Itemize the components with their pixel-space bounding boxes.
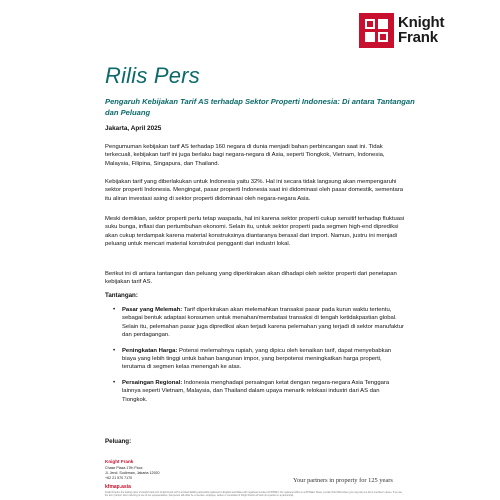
list-item <box>113 306 405 340</box>
opportunities-label: Peluang: <box>105 438 132 445</box>
challenges-list <box>113 306 405 404</box>
footer-website-link[interactable]: kfmap.asia <box>105 484 131 490</box>
logo-word-frank: Frank <box>398 29 438 46</box>
paragraph-4: Berikut ini di antara tantangan dan peluang yang diperkirakan akan dihadapi oleh sektor properti dari penetapan kebijakan tarif AS. <box>105 271 397 286</box>
challenge-term: Persaingan Regional: <box>122 379 183 386</box>
address-line: +62 21 570 7170 <box>105 476 133 480</box>
page-title: Rilis Pers <box>105 63 200 88</box>
challenge-term: Pasar yang Melemah: <box>122 307 183 313</box>
paragraph-1: Pengumuman kebijakan tarif AS terhadap 160 negara di dunia menjadi bahan perbincangan saat ini. Tidak terkecuali, kebijakan tarif ini juga berlaku bagi negara-negara di Asia, seperti Tiongkok, Vietnam, Indonesia, Malaysia, Filipina, Singapura, dan Thailand. <box>105 144 385 167</box>
challenges-label: Tantangan: <box>105 292 138 299</box>
dateline: Jakarta, April 2025 <box>105 125 162 132</box>
paragraph-2: Kebijakan tarif yang diberlakukan untuk Indonesia yaitu 32%. Hal ini secara tidak langsung akan mempengaruhi sektor properti Indonesia. Mengingat, pasar properti Indonesia saat ini didominasi oleh pasar domestik, sementara itu aliran investasi asing di sektor properti didominasi oleh negara-negara Asia. <box>105 179 403 202</box>
footer-tagline: Your partners in property for 125 years <box>293 477 393 484</box>
article-subtitle: Pengaruh Kebijakan Tarif AS terhadap Sektor Properti Indonesia: Di antara Tantangan dan Peluang <box>105 97 415 117</box>
logo-word-knight: Knight <box>398 14 445 31</box>
logo-wordmark <box>398 15 444 45</box>
knight-frank-logo <box>359 9 460 51</box>
footer-legal-text: Knight Frank is the trading name of Knight Frank LLP. Knight Frank LLP is a limited liability partnership registered in England and Wales with registered number OC305934. Our registered office is at 55 Baker Street, London W1U 8AN where you may look at a list of members' names. If we use the term 'partner' when referring to one of our representatives, that person will either be a member, employee, worker or consultant of Knight Frank LLP and not a partner in a partnership. <box>105 492 402 497</box>
footer-address <box>105 466 160 481</box>
address-line: Chase Plaza 17th Floor, <box>105 466 144 470</box>
address-line: Jl. Jend. Sudirman, Jakarta 12920 <box>105 471 160 475</box>
list-item <box>113 379 405 404</box>
footer-company: Knight Frank <box>105 459 134 464</box>
paragraph-3: Meski demikian, sektor properti perlu tetap waspada, hal ini karena sektor properti cukup sensitif terhadap fluktuasi suku bunga, inflasi dan pertumbuhan ekonomi. Selain itu, untuk sektor properti pada segmen high-end diprediksi akan cukup terdampak karena material konstruksinya diantaranya berasal dari import. Namun, justru ini menjadi peluang untuk mencari material konstruksi pengganti dari industri lokal. <box>105 216 405 248</box>
challenge-term: Peningkatan Harga: <box>122 347 178 354</box>
challenge-text: Indonesia menghadapi persaingan ketat dengan negara-negara Asia Tenggara lainnya seperti Vietnam, Malaysia, dan Thailand dalam upaya menarik relokasi industri dari AS dan Tiongkok. <box>122 379 390 403</box>
challenge-text: Potensi melemahnya rupiah, yang dipicu oleh kenaikan tarif, dapat menyebabkan biaya yang lebih tinggi untuk bahan bangunan impor, yang berpotensi meningkatkan harga properti, terutama di segmen kelas menengah ke atas. <box>122 347 392 371</box>
list-item <box>113 347 405 372</box>
knight-frank-mark-icon <box>359 13 394 48</box>
challenge-text: Tarif diperkirakan akan melemahkan transaksi pasar pada kurun waktu tertentu, sebagai bentuk adaptasi konsumen untuk menahan/membatasi transaksi di tengah ketidakpastian global. Selain itu, pelemahan pasar juga diprediksi akan terjadi karena pelemahan yang terjadi di sektor manufaktur dan perdagangan. <box>122 307 404 339</box>
